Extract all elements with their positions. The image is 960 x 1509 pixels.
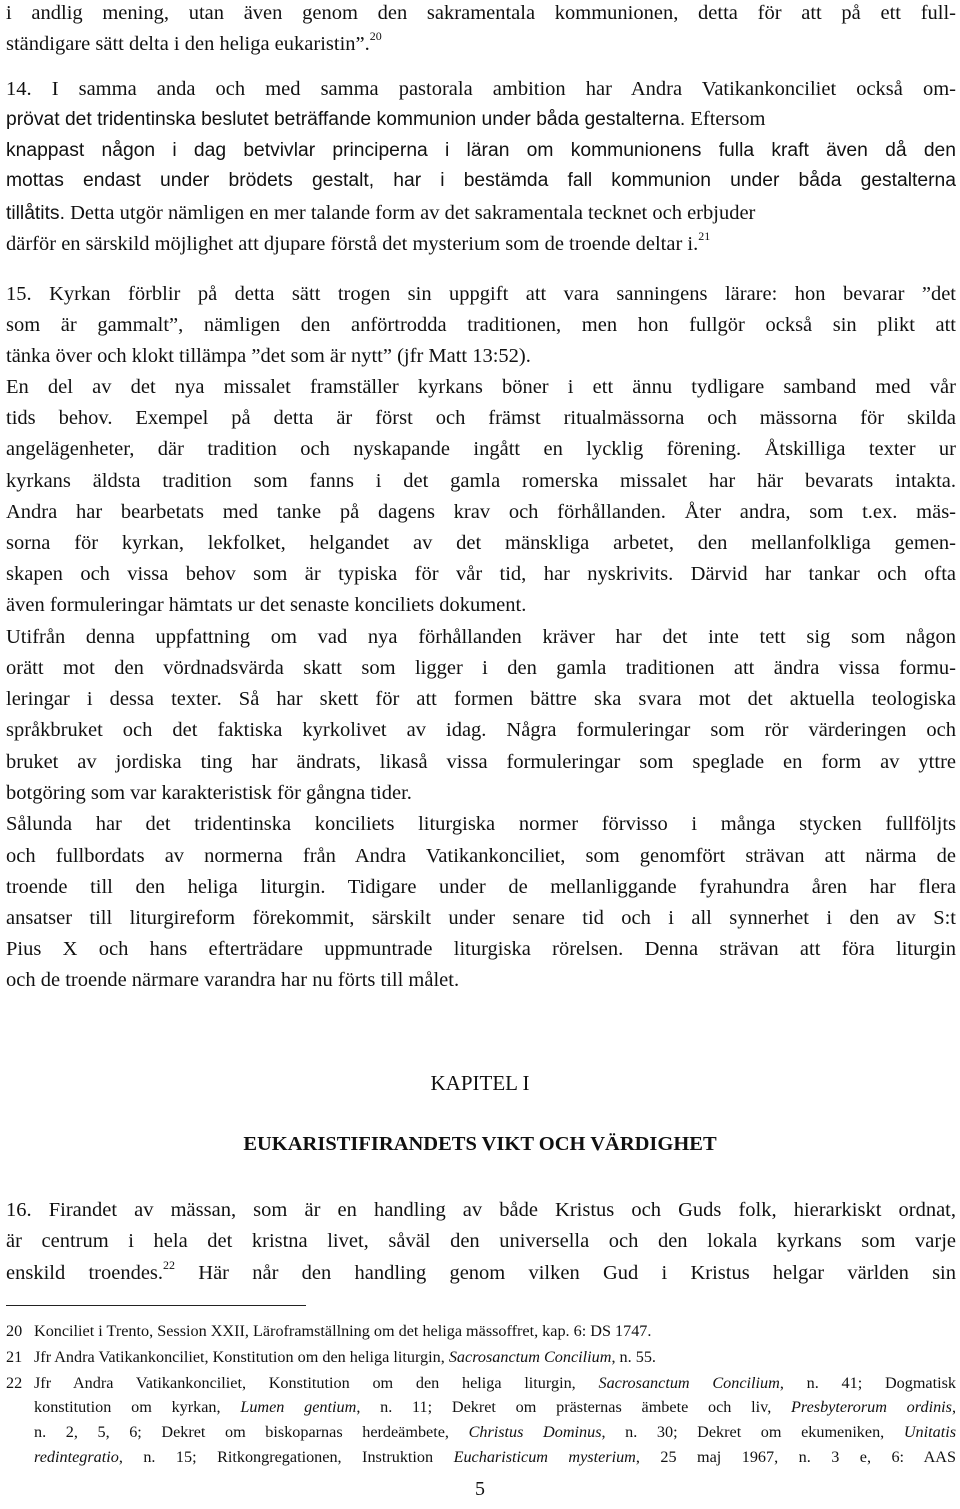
footnote-reference: 20	[369, 29, 382, 43]
body-line-text: i andlig mening, utan även genom den sakramentala kommunionen, detta för att på ett full-	[6, 2, 956, 24]
body-line-text: kyrkans äldsta tradition som fanns i det gamla romerska missalet har här bevarats intakta.	[6, 470, 956, 492]
footnote-title-italic: redintegratio	[34, 1448, 119, 1466]
footnote-title-italic: Sacrosanctum Concilium	[448, 1348, 612, 1366]
body-line	[6, 140, 956, 162]
body-line	[6, 376, 956, 399]
body-line	[6, 202, 755, 225]
footnote-reference: 22	[163, 1258, 176, 1272]
body-line	[6, 751, 956, 774]
body-line-text: orätt mot den vördnadsvärda skatt som ligger i den gamla traditionen att ändra vissa formu-	[6, 657, 956, 679]
chapter-title: EUKARISTIFIRANDETS VIKT OCH VÄRDIGHET	[243, 1133, 717, 1155]
body-line	[6, 78, 956, 101]
paragraph-16-line	[6, 1199, 956, 1222]
paragraph-16-line	[6, 1230, 956, 1253]
footnote-segment: , 25 maj 1967, n. 3 e, 6: AAS	[635, 1448, 956, 1466]
footnote-segment: Jfr Andra Vatikankonciliet, Konstitution om den heliga liturgin,	[34, 1348, 449, 1366]
body-line	[6, 813, 956, 836]
body-line-text: leringar i dessa texter. Så har skett för att formen bättre ska svara mot det aktuella teologiska	[6, 688, 956, 710]
body-line-text: tillåtits.	[6, 203, 65, 224]
body-line	[6, 29, 382, 56]
body-line	[6, 532, 956, 555]
footnote-line	[6, 1374, 956, 1396]
body-line	[6, 719, 956, 742]
body-line-text: Pius X och hans efterträdare uppmuntrade liturgiska rörelsen. Denna strävan att föra liturgin	[6, 938, 956, 960]
footnote-segment: Jfr Andra Vatikankonciliet, Konstitution om den heliga liturgin,	[34, 1374, 599, 1392]
footnote-text	[34, 1398, 956, 1417]
body-line-text: 14. I samma anda och med samma pastorala ambition har Andra Vatikankonciliet också om-	[6, 78, 956, 100]
body-line	[6, 594, 526, 617]
body-line-text: ständigare sätt delta i den heliga eukaristin”.	[6, 33, 370, 55]
footnote-number: 21	[6, 1348, 23, 1366]
footnote-line	[6, 1423, 956, 1445]
body-line-text: knappast någon i dag betvivlar principerna i läran om kommunionens fulla kraft även då den	[6, 140, 956, 161]
footnote-number: 20	[6, 1322, 23, 1340]
footnote-number: 22	[6, 1374, 23, 1392]
body-line	[6, 938, 956, 961]
footnote-title-italic: Unitatis	[903, 1423, 956, 1441]
footnote-title-italic: Presbyterorum ordinis	[791, 1398, 952, 1416]
body-line	[6, 470, 956, 493]
body-line	[6, 2, 956, 25]
body-line-continuation: Eftersom	[685, 108, 766, 130]
footnote-segment: n. 2, 5, 6; Dekret om biskoparnas herdeämbete,	[34, 1423, 469, 1441]
body-line-text: Sålunda har det tridentinska konciliets liturgiska normer förvisso i många stycken fullföljts	[6, 813, 956, 835]
footnote-segment: ,	[951, 1398, 957, 1416]
body-line	[6, 782, 412, 805]
footnote-segment: , n. 11; Dekret om prästernas ämbete och liv,	[356, 1398, 792, 1416]
body-line-text: tids behov. Exempel på detta är först och främst ritualmässorna och mässorna för skilda	[6, 407, 956, 429]
body-line	[6, 657, 956, 680]
body-line-text: prövat det tridentinska beslutet beträffande kommunion under båda gestalterna.	[6, 109, 686, 130]
body-line-text: även formuleringar hämtats ur det senaste konciliets dokument.	[6, 594, 527, 616]
body-line	[6, 845, 956, 868]
body-line	[6, 229, 711, 256]
body-line-text: mottas endast under brödets gestalt, har i bestämda fall kommunion under båda gestalterna	[6, 170, 956, 191]
footnote-line	[6, 1448, 956, 1470]
footnote-segment: konstitution om kyrkan,	[34, 1398, 241, 1416]
body-line	[6, 907, 956, 930]
footnote-line	[6, 1322, 956, 1344]
footnote-segment: , n. 30; Dekret om ekumeniken,	[601, 1423, 904, 1441]
body-line-text: bruket av jordiska ting har ändrats, likaså vissa formuleringar som speglade en form av yttre	[6, 751, 956, 773]
body-line-text: Andra har bearbetats med tanke på dagens krav och förhållanden. Åter andra, som t.ex. mäs-	[6, 501, 956, 523]
footnote-text	[34, 1322, 956, 1341]
body-line-text: angelägenheter, där tradition och nyskapande ingått en lycklig förening. Åtskilliga texter ur	[6, 438, 956, 460]
body-line	[6, 108, 766, 131]
footnote-segment: , n. 15; Ritkongregationen, Instruktion	[118, 1448, 454, 1466]
paragraph-16-line	[6, 1258, 956, 1285]
body-line-text: ansatser till liturgireform förekommit, särskilt under senare tid och i all synnerhet i den av S:t	[6, 907, 956, 929]
body-line-text: skapen och vissa behov som är typiska för vår tid, har nyskrivits. Därvid har tankar och ofta	[6, 563, 956, 585]
body-line	[6, 969, 459, 992]
body-line-text: 15. Kyrkan förblir på detta sätt trogen sin uppgift att vara sanningens lärare: hon bevarar ”det	[6, 283, 956, 305]
body-line-text: sorna för kyrkan, lekfolket, helgandet av det mänskliga arbetet, den mellanfolkliga gemen-	[6, 532, 956, 554]
body-line	[6, 345, 531, 368]
paragraph-16-text: 16. Firandet av mässan, som är en handling av både Kristus och Guds folk, hierarkiskt ordnat,	[6, 1199, 956, 1221]
footnote-line	[6, 1348, 956, 1370]
footnote-title-italic: Christus Dominus	[468, 1423, 602, 1441]
paragraph-16-continuation: Här når den handling genom vilken Gud i Kristus helgar världen sin	[175, 1262, 956, 1284]
body-line	[6, 283, 956, 306]
body-line-text: därför en särskild möjlighet att djupare förstå det mysterium som de troende deltar i.	[6, 233, 699, 255]
footnote-segment: , n. 55.	[611, 1348, 656, 1366]
body-line-text: som är gammalt”, nämligen den anförtrodda traditionen, men hon fullgör också sin plikt att	[6, 314, 956, 336]
footnote-segment: Konciliet i Trento, Session XXII, Läroframställning om det heliga mässoffret, kap. 6: DS 1747.	[34, 1322, 652, 1340]
page-number: 5	[475, 1478, 485, 1500]
footnote-divider	[6, 1305, 306, 1306]
body-line-text: och de troende närmare varandra har nu förts till målet.	[6, 969, 460, 991]
body-line-text: språkbruket och det faktiska kyrkolivet av idag. Några formuleringar som rör värderingen och	[6, 719, 956, 741]
body-line-text: troende till den heliga liturgin. Tidigare under de mellanliggande fyrahundra åren har flera	[6, 876, 956, 898]
footnote-title-italic: Lumen gentium	[240, 1398, 357, 1416]
footnote-text	[34, 1448, 956, 1467]
body-line	[6, 876, 956, 899]
footnote-text	[34, 1374, 956, 1393]
footnote-text	[34, 1348, 956, 1367]
body-line	[6, 563, 956, 586]
body-line-text: botgöring som var karakteristisk för gångna tider.	[6, 782, 412, 804]
paragraph-16-text: enskild troendes.	[6, 1262, 164, 1284]
footnote-line	[6, 1398, 956, 1420]
body-line-text: tänka över och klokt tillämpa ”det som är nytt” (jfr Matt 13:52).	[6, 345, 531, 367]
footnote-segment: , n. 41; Dogmatisk	[779, 1374, 956, 1392]
body-line-text: Utifrån denna uppfattning om vad nya förhållanden kräver har det inte tett sig som någon	[6, 626, 956, 648]
paragraph-16-text: är centrum i hela det kristna livet, såväl den universella och den lokala kyrkans som varje	[6, 1230, 956, 1252]
footnote-title-italic: Sacrosanctum Concilium	[598, 1374, 780, 1392]
body-line	[6, 438, 956, 461]
chapter-label: KAPITEL I	[430, 1071, 530, 1095]
footnote-title-italic: Eucharisticum mysterium	[453, 1448, 636, 1466]
body-line	[6, 501, 956, 524]
body-line-continuation: Detta utgör nämligen en mer talande form av det sakramentala tecknet och erbjuder	[64, 202, 756, 224]
body-line	[6, 626, 956, 649]
body-line	[6, 688, 956, 711]
body-line	[6, 170, 956, 192]
body-line-text: En del av det nya missalet framställer kyrkans böner i ett ännu tydligare samband med vår	[6, 376, 956, 398]
footnote-reference: 21	[698, 229, 711, 243]
footnote-text	[34, 1423, 956, 1442]
body-line	[6, 407, 956, 430]
body-line-text: och fullbordats av normerna från Andra Vatikankonciliet, som genomfört strävan att närma de	[6, 845, 956, 867]
body-line	[6, 314, 956, 337]
